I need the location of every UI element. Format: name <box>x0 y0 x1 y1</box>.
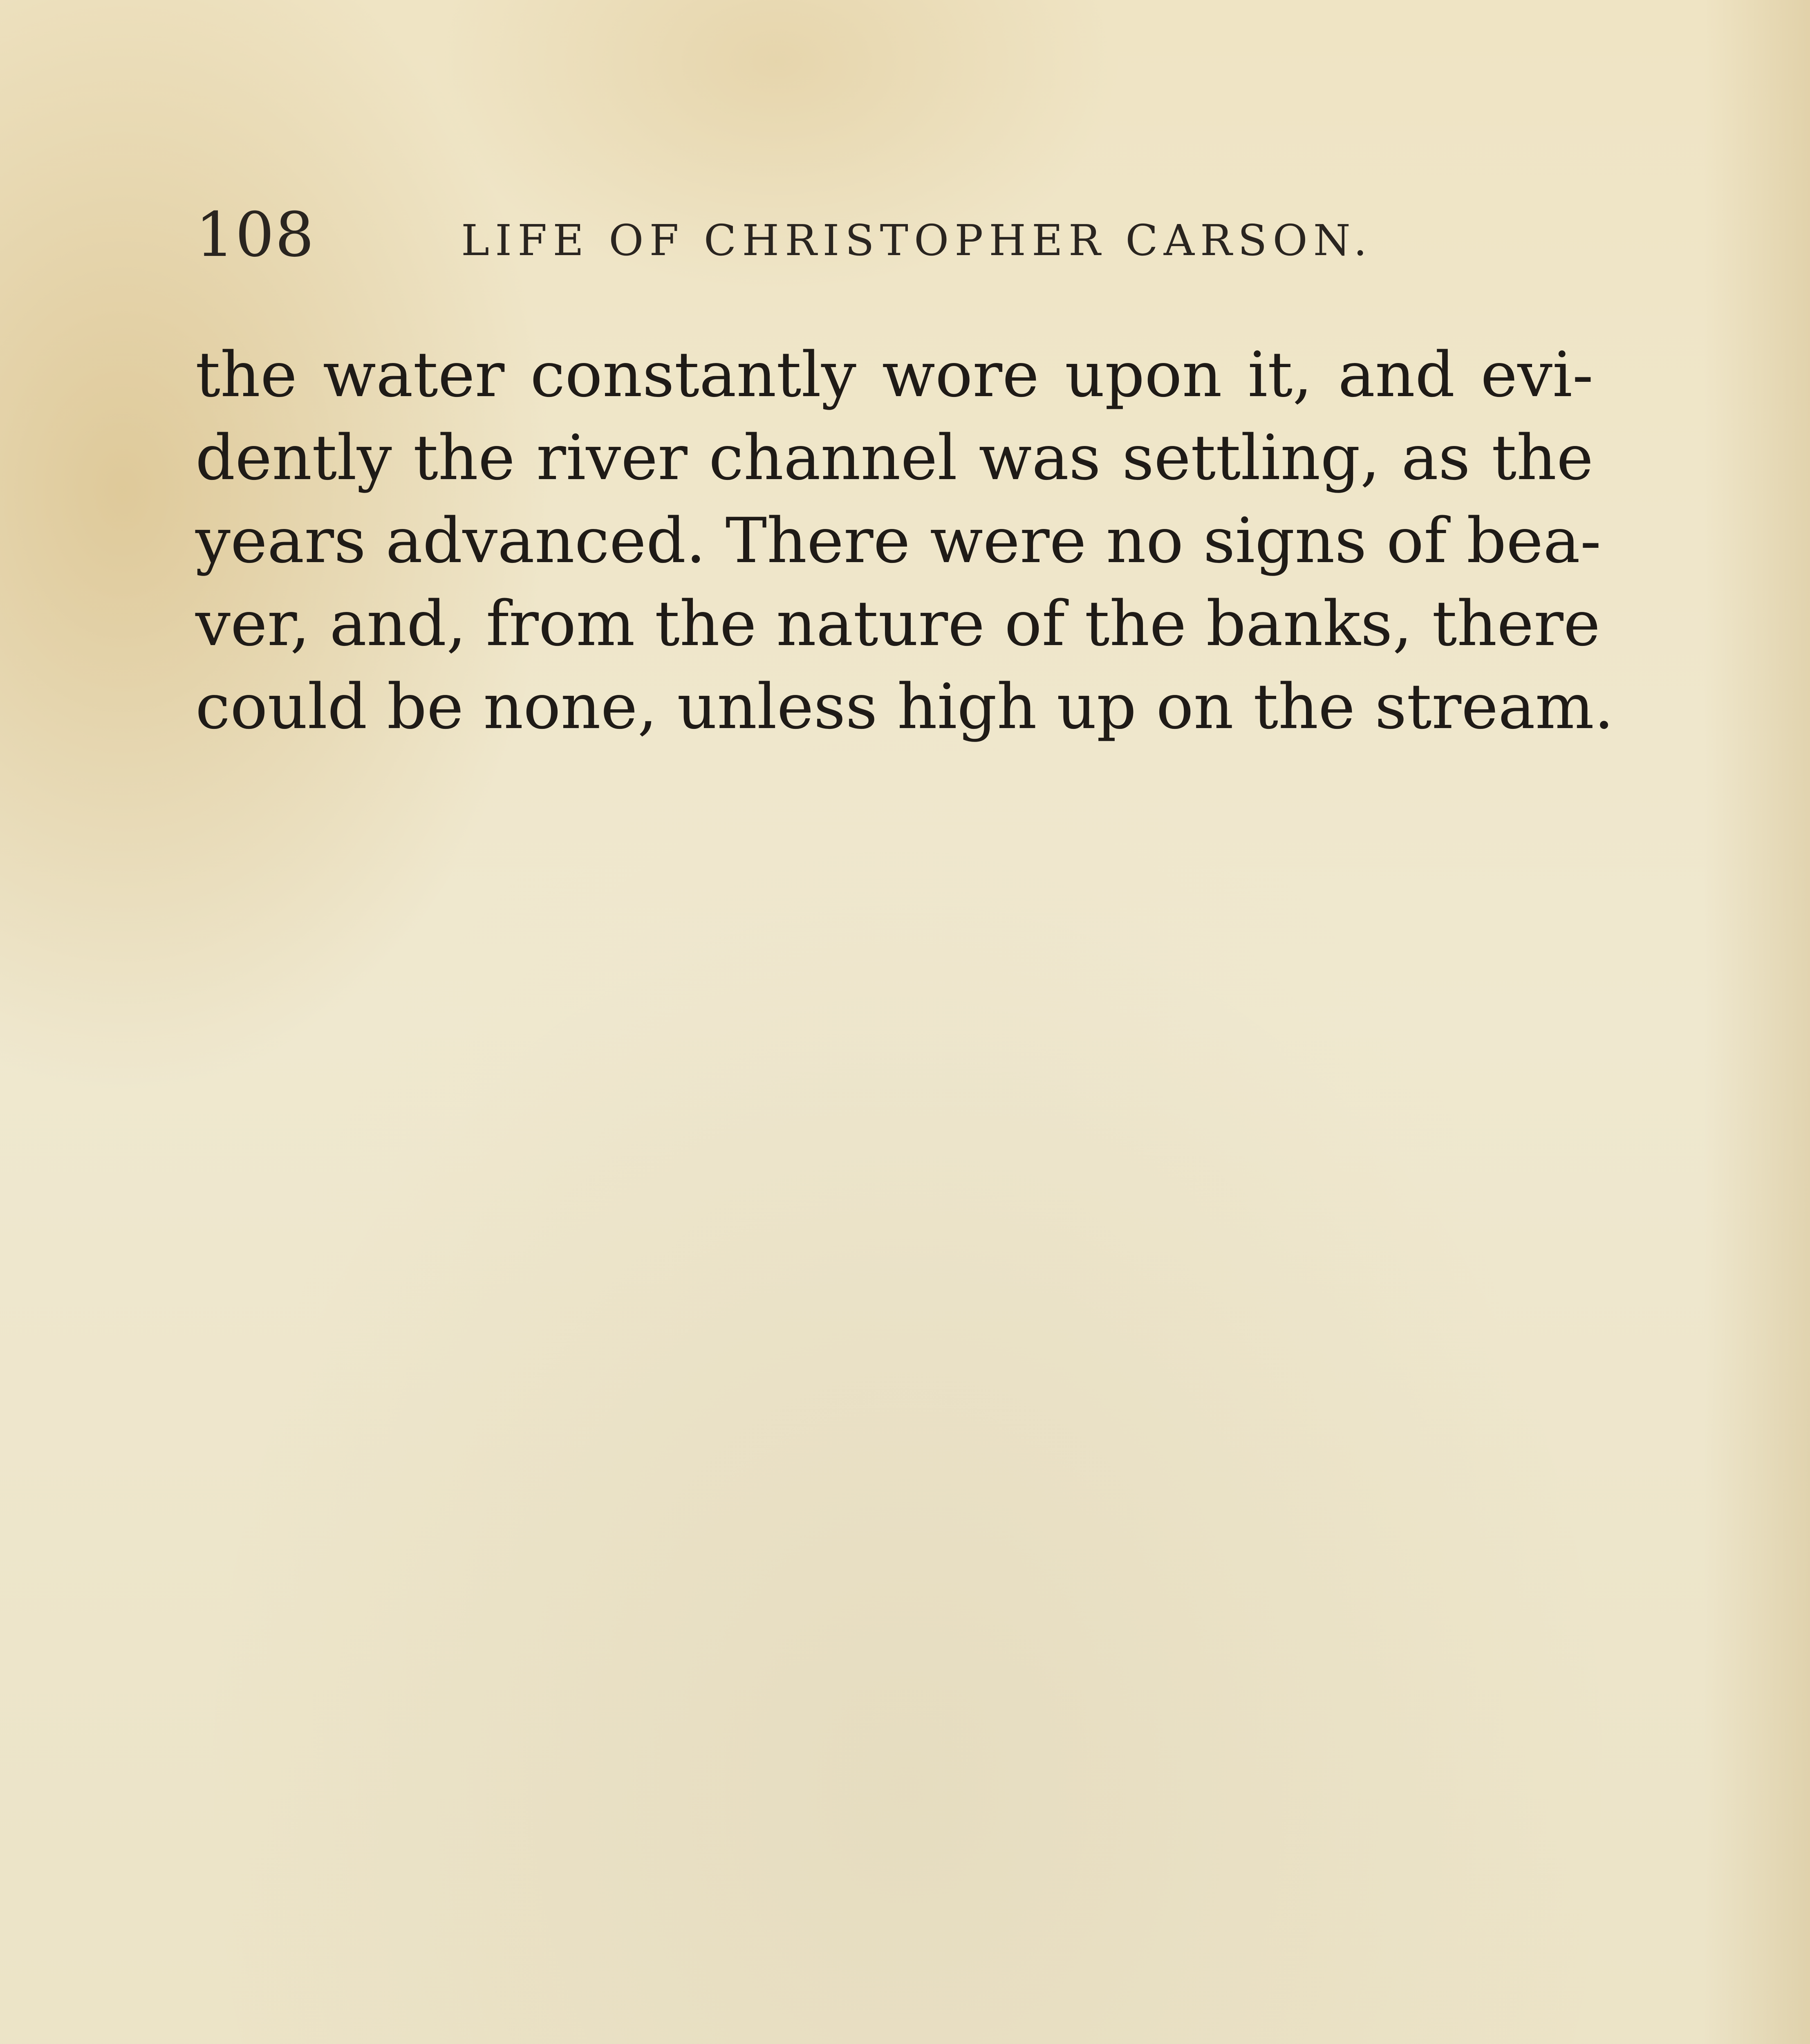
text-line: dently the river channel was settling, as the <box>195 421 1593 494</box>
page-header <box>195 196 1593 278</box>
page-edge-shading <box>1704 0 1810 2044</box>
show-through-text-area <box>192 879 1623 2044</box>
text-line: the water constantly wore upon it, and evi- <box>195 338 1593 411</box>
text-line: could be none, unless high up on the stream. <box>195 670 1614 743</box>
page-number: 108 <box>195 199 315 271</box>
text-line: years advanced. There were no signs of bea- <box>195 504 1602 577</box>
running-head: LIFE OF CHRISTOPHER CARSON. <box>461 215 1373 265</box>
text-line: ver, and, from the nature of the banks, there <box>195 587 1600 660</box>
body-paragraph <box>195 333 1614 748</box>
